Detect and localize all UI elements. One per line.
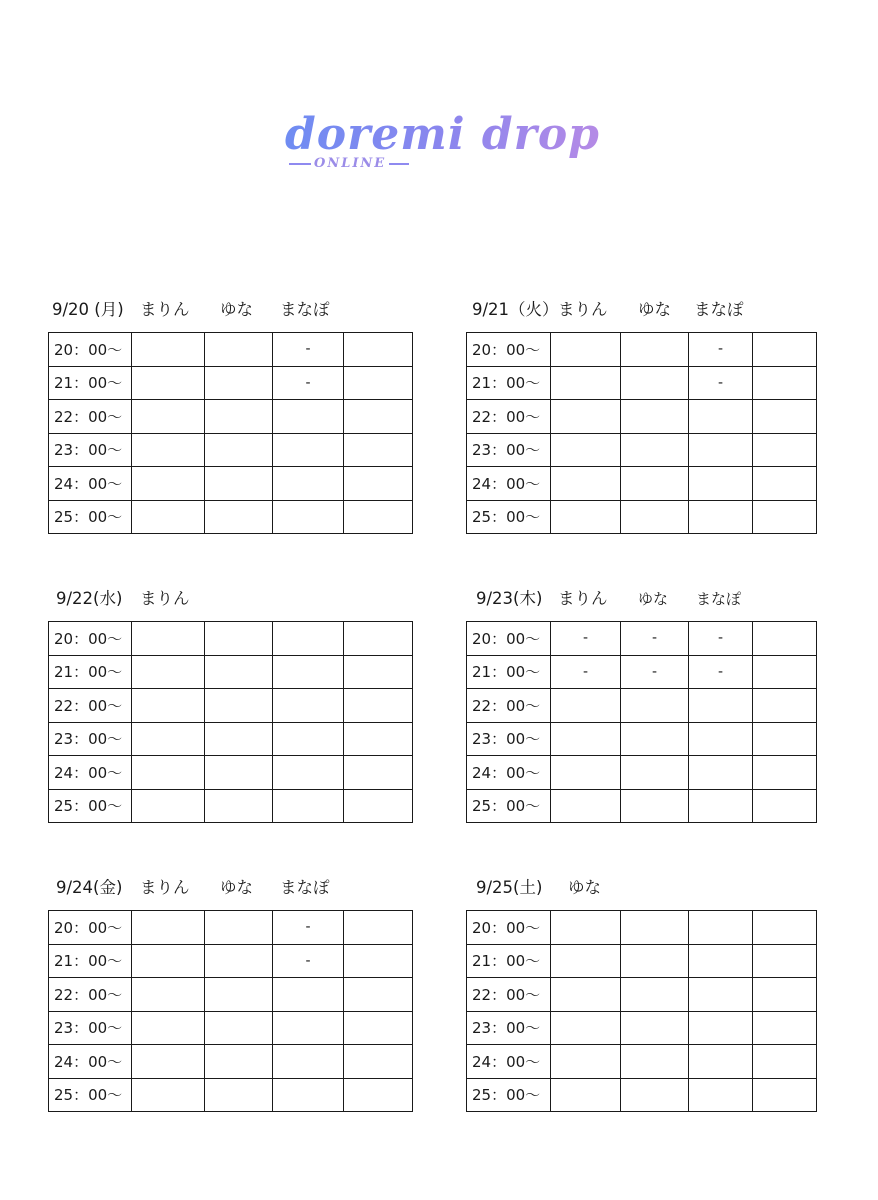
schedule-header [48, 585, 414, 613]
availability-cell [205, 1045, 273, 1079]
availability-cell [551, 1011, 621, 1045]
availability-cell [273, 978, 344, 1012]
table-row [467, 433, 817, 467]
table-row [49, 689, 413, 723]
availability-cell [621, 689, 689, 723]
availability-cell [132, 978, 205, 1012]
availability-cell [753, 756, 817, 790]
schedule-table [48, 621, 413, 823]
availability-cell [132, 722, 205, 756]
availability-cell [132, 944, 205, 978]
member-name: ゆな [220, 878, 253, 897]
availability-cell [205, 789, 273, 823]
availability-cell [621, 978, 689, 1012]
schedule-date: 9/21（火） [472, 300, 559, 319]
schedule-header [466, 585, 832, 613]
availability-cell [753, 1045, 817, 1079]
availability-cell [753, 467, 817, 501]
availability-cell [621, 1078, 689, 1112]
availability-cell [621, 1011, 689, 1045]
availability-cell [753, 689, 817, 723]
availability-cell [344, 1078, 413, 1112]
availability-cell [344, 366, 413, 400]
time-slot-label: 22：00〜 [467, 400, 551, 434]
availability-cell: - [689, 655, 753, 689]
member-name: まりん [140, 300, 190, 319]
availability-cell [551, 689, 621, 723]
availability-cell [344, 433, 413, 467]
table-row [467, 756, 817, 790]
availability-cell: - [273, 366, 344, 400]
availability-cell [753, 1011, 817, 1045]
availability-cell [689, 789, 753, 823]
availability-cell [753, 655, 817, 689]
member-name: まなぽ [696, 590, 742, 608]
availability-cell [551, 1078, 621, 1112]
availability-cell [132, 366, 205, 400]
availability-cell [689, 467, 753, 501]
availability-cell [551, 911, 621, 945]
availability-cell: - [689, 333, 753, 367]
availability-cell [205, 722, 273, 756]
availability-cell [344, 789, 413, 823]
schedule-table [466, 332, 817, 534]
availability-cell [689, 1078, 753, 1112]
availability-cell [753, 366, 817, 400]
schedule-table [48, 332, 413, 534]
time-slot-label: 22：00〜 [467, 978, 551, 1012]
table-row [467, 722, 817, 756]
member-name: ゆな [220, 300, 253, 319]
availability-cell [689, 911, 753, 945]
availability-cell [753, 1078, 817, 1112]
availability-cell [205, 756, 273, 790]
schedule-header [466, 874, 832, 902]
table-row [467, 944, 817, 978]
time-slot-label: 24：00〜 [467, 756, 551, 790]
availability-cell [753, 944, 817, 978]
table-row [467, 911, 817, 945]
availability-cell [205, 366, 273, 400]
availability-cell [689, 756, 753, 790]
availability-cell [273, 1011, 344, 1045]
availability-cell [273, 500, 344, 534]
table-row [49, 333, 413, 367]
availability-cell [205, 1011, 273, 1045]
availability-cell: - [551, 655, 621, 689]
time-slot-label: 24：00〜 [49, 756, 132, 790]
availability-cell [344, 1045, 413, 1079]
availability-cell [132, 433, 205, 467]
availability-cell [689, 978, 753, 1012]
availability-cell [132, 689, 205, 723]
member-name: まなぽ [694, 300, 744, 319]
availability-cell [273, 400, 344, 434]
table-row [49, 400, 413, 434]
availability-cell [753, 722, 817, 756]
availability-cell: - [689, 366, 753, 400]
table-row [49, 1011, 413, 1045]
time-slot-label: 24：00〜 [49, 1045, 132, 1079]
availability-cell: - [621, 655, 689, 689]
table-row [467, 500, 817, 534]
member-name: まなぽ [280, 300, 330, 319]
time-slot-label: 25：00〜 [49, 500, 132, 534]
time-slot-label: 20：00〜 [49, 622, 132, 656]
logo-dash-left [289, 163, 311, 165]
availability-cell [551, 1045, 621, 1079]
table-row [467, 400, 817, 434]
time-slot-label: 23：00〜 [467, 433, 551, 467]
schedule-date: 9/24(金) [56, 878, 123, 897]
availability-cell [205, 333, 273, 367]
schedule-date: 9/25(土) [476, 878, 543, 897]
table-row [467, 1078, 817, 1112]
table-row [49, 789, 413, 823]
time-slot-label: 22：00〜 [49, 978, 132, 1012]
logo-title: doremi drop [285, 109, 600, 160]
availability-cell [205, 911, 273, 945]
logo-subtitle [289, 156, 409, 172]
member-name: ゆな [638, 590, 669, 608]
time-slot-label: 20：00〜 [49, 333, 132, 367]
availability-cell [132, 400, 205, 434]
availability-cell: - [273, 911, 344, 945]
time-slot-label: 25：00〜 [467, 500, 551, 534]
schedule-table [466, 621, 817, 823]
schedule-header [48, 296, 414, 324]
availability-cell [621, 789, 689, 823]
availability-cell [132, 789, 205, 823]
schedule-table [466, 910, 817, 1112]
time-slot-label: 21：00〜 [467, 944, 551, 978]
availability-cell [132, 333, 205, 367]
availability-cell [689, 433, 753, 467]
availability-cell [753, 622, 817, 656]
table-row [467, 1045, 817, 1079]
availability-cell [344, 333, 413, 367]
availability-cell [205, 944, 273, 978]
availability-cell [344, 756, 413, 790]
availability-cell [551, 756, 621, 790]
table-row [467, 978, 817, 1012]
availability-cell [273, 722, 344, 756]
availability-cell [551, 433, 621, 467]
table-row [467, 467, 817, 501]
availability-cell [205, 400, 273, 434]
time-slot-label: 23：00〜 [49, 1011, 132, 1045]
availability-cell [344, 622, 413, 656]
table-row [49, 366, 413, 400]
availability-cell [205, 978, 273, 1012]
availability-cell [344, 944, 413, 978]
table-row [49, 722, 413, 756]
availability-cell [621, 400, 689, 434]
member-name: まなぽ [280, 878, 330, 897]
availability-cell: - [621, 622, 689, 656]
time-slot-label: 25：00〜 [467, 1078, 551, 1112]
availability-cell [344, 467, 413, 501]
availability-cell [621, 500, 689, 534]
availability-cell [273, 622, 344, 656]
availability-cell [344, 1011, 413, 1045]
availability-cell [132, 655, 205, 689]
availability-cell [621, 333, 689, 367]
availability-cell [689, 722, 753, 756]
availability-cell [689, 1045, 753, 1079]
table-row [467, 333, 817, 367]
availability-cell [205, 467, 273, 501]
table-row [49, 655, 413, 689]
availability-cell [753, 500, 817, 534]
time-slot-label: 21：00〜 [49, 655, 132, 689]
availability-cell [273, 756, 344, 790]
table-row [49, 911, 413, 945]
table-row [467, 366, 817, 400]
availability-cell [621, 366, 689, 400]
table-row [467, 1011, 817, 1045]
member-name: まりん [140, 878, 190, 897]
availability-cell [551, 366, 621, 400]
table-row [467, 622, 817, 656]
time-slot-label: 20：00〜 [467, 911, 551, 945]
time-slot-label: 23：00〜 [467, 1011, 551, 1045]
availability-cell [621, 722, 689, 756]
availability-cell [753, 333, 817, 367]
availability-cell [551, 789, 621, 823]
availability-cell [344, 400, 413, 434]
doremi-drop-logo [285, 108, 600, 178]
availability-cell [205, 622, 273, 656]
availability-cell [132, 1011, 205, 1045]
availability-cell [344, 500, 413, 534]
availability-cell [689, 400, 753, 434]
table-row [49, 1078, 413, 1112]
availability-cell [132, 622, 205, 656]
availability-cell [689, 944, 753, 978]
availability-cell [689, 500, 753, 534]
availability-cell [753, 911, 817, 945]
availability-cell: - [551, 622, 621, 656]
schedule-header [48, 874, 414, 902]
availability-cell [344, 911, 413, 945]
availability-cell [753, 433, 817, 467]
time-slot-label: 22：00〜 [49, 400, 132, 434]
time-slot-label: 21：00〜 [467, 366, 551, 400]
availability-cell [621, 433, 689, 467]
table-row [49, 944, 413, 978]
time-slot-label: 22：00〜 [49, 689, 132, 723]
time-slot-label: 21：00〜 [49, 944, 132, 978]
availability-cell [273, 1078, 344, 1112]
member-name: ゆな [568, 878, 601, 897]
availability-cell [551, 722, 621, 756]
time-slot-label: 25：00〜 [467, 789, 551, 823]
time-slot-label: 24：00〜 [49, 467, 132, 501]
availability-cell [551, 467, 621, 501]
availability-cell [551, 333, 621, 367]
time-slot-label: 20：00〜 [467, 622, 551, 656]
availability-cell [621, 467, 689, 501]
table-row [49, 978, 413, 1012]
availability-cell [132, 467, 205, 501]
table-row [467, 789, 817, 823]
schedule-date: 9/23(木) [476, 589, 543, 608]
time-slot-label: 25：00〜 [49, 789, 132, 823]
table-row [49, 433, 413, 467]
availability-cell [621, 911, 689, 945]
availability-cell [205, 1078, 273, 1112]
availability-cell [621, 756, 689, 790]
time-slot-label: 20：00〜 [49, 911, 132, 945]
table-row [49, 500, 413, 534]
availability-cell [551, 500, 621, 534]
availability-cell [273, 689, 344, 723]
availability-cell [753, 789, 817, 823]
member-name: まりん [558, 300, 608, 319]
table-row [467, 689, 817, 723]
availability-cell [344, 978, 413, 1012]
availability-cell [273, 1045, 344, 1079]
availability-cell [344, 689, 413, 723]
availability-cell [551, 944, 621, 978]
availability-cell [621, 1045, 689, 1079]
availability-cell [132, 756, 205, 790]
schedule-header [466, 296, 832, 324]
schedule-date: 9/20 (月) [52, 300, 124, 319]
table-row [49, 467, 413, 501]
schedule-table [48, 910, 413, 1112]
availability-cell [753, 978, 817, 1012]
logo-subtitle-text: ONLINE [314, 156, 387, 171]
availability-cell [132, 911, 205, 945]
schedule-date: 9/22(水) [56, 589, 123, 608]
time-slot-label: 23：00〜 [49, 433, 132, 467]
time-slot-label: 21：00〜 [49, 366, 132, 400]
availability-cell: - [689, 622, 753, 656]
availability-cell [273, 789, 344, 823]
availability-cell [273, 433, 344, 467]
availability-cell [551, 978, 621, 1012]
time-slot-label: 24：00〜 [467, 1045, 551, 1079]
table-row [49, 622, 413, 656]
availability-cell [205, 500, 273, 534]
table-row [49, 756, 413, 790]
table-row [467, 655, 817, 689]
availability-cell [132, 500, 205, 534]
availability-cell [205, 433, 273, 467]
availability-cell [753, 400, 817, 434]
availability-cell [344, 722, 413, 756]
availability-cell [344, 655, 413, 689]
availability-cell [621, 944, 689, 978]
member-name: まりん [558, 589, 608, 608]
member-name: まりん [140, 589, 190, 608]
time-slot-label: 22：00〜 [467, 689, 551, 723]
availability-cell [132, 1078, 205, 1112]
time-slot-label: 20：00〜 [467, 333, 551, 367]
table-row [49, 1045, 413, 1079]
availability-cell: - [273, 333, 344, 367]
availability-cell [689, 1011, 753, 1045]
time-slot-label: 23：00〜 [467, 722, 551, 756]
availability-cell [551, 400, 621, 434]
time-slot-label: 24：00〜 [467, 467, 551, 501]
time-slot-label: 21：00〜 [467, 655, 551, 689]
time-slot-label: 23：00〜 [49, 722, 132, 756]
availability-cell [689, 689, 753, 723]
availability-cell [205, 689, 273, 723]
availability-cell [273, 467, 344, 501]
time-slot-label: 25：00〜 [49, 1078, 132, 1112]
member-name: ゆな [638, 300, 671, 319]
logo-dash-right [389, 163, 409, 165]
availability-cell: - [273, 944, 344, 978]
availability-cell [132, 1045, 205, 1079]
availability-cell [205, 655, 273, 689]
availability-cell [273, 655, 344, 689]
